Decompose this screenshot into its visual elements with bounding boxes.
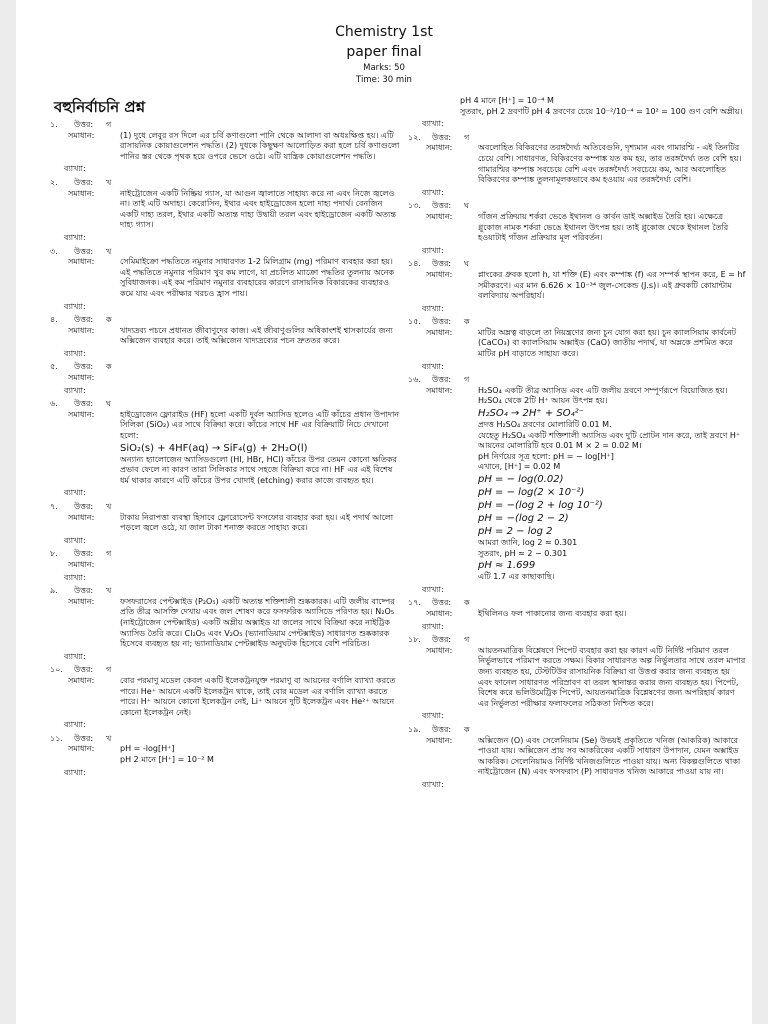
answer-label: উত্তর: — [74, 586, 94, 596]
math-line: এটি 1.7 এর কাছাকাছি। — [478, 572, 555, 582]
answer-label: উত্তর: — [432, 317, 452, 327]
question-number-text: ১৮. — [408, 635, 421, 645]
solution-label: সমাধান: — [68, 188, 95, 198]
solution-text: অবলোহিত বিকিরণের তরঙ্গদৈর্ঘ্য অতিবেগুনি, দৃশ্যমান এবং গামারশ্মি - এই তিনটির চেয়ে বেশি। সাধারণত, বিকিরণের কম্পাঙ্ক যত কম হয়, তার তরঙ্গদৈর্ঘ্য তত বেশি হয়। গামারশ্মির কম্পাঙ্ক সবচেয়ে বেশি এবং তরঙ্গদৈর্ঘ্য সবচেয়ে কম, আর অবলোহিত বিকিরণের কম্পাঙ্ক তুলনামূলকভাবে কম হওয়ায় এর তরঙ্গদৈর্ঘ্য বেশি। — [478, 143, 742, 185]
solution-label: সমাধান: — [426, 327, 453, 337]
document-page — [16, 0, 752, 1024]
answer-label: উত্তর: — [432, 724, 452, 734]
explanation-label: ব্যাখ্যা: — [64, 488, 86, 498]
solution-body — [120, 373, 402, 384]
question-item — [50, 247, 402, 313]
solution-label: সমাধান: — [426, 385, 453, 395]
question-number — [408, 375, 460, 386]
explanation-label: ব্যাখ্যা: — [422, 711, 444, 721]
solution-body — [478, 609, 746, 620]
question-number — [50, 549, 102, 560]
question-number — [50, 734, 102, 745]
explanation-label: ব্যাখ্যা: — [64, 651, 86, 661]
solution-label: সমাধান: — [426, 269, 453, 279]
answer-value: গ — [464, 132, 470, 142]
solution-body — [478, 143, 746, 185]
question-number-text: ৭. — [50, 502, 58, 511]
solution-text: প্লাংকের ধ্রুবক হলো h, যা শক্তি (E) এবং কম্পাঙ্ক (f) এর সম্পর্ক স্থাপন করে, E = hf সমীকরণে। এর মান 6.626 × 10⁻³⁴ জুল-সেকেন্ড (J.s)। এই ধ্রুবকটি কোয়ান্টাম বলবিদ্যায় অপরিহার্য। — [478, 269, 746, 301]
solution-body — [120, 597, 402, 650]
question-number-text: ১৩. — [408, 201, 421, 211]
solution-body — [120, 513, 402, 534]
question-number-text: ৩. — [50, 246, 58, 256]
math-line: pH = − log(0.02) — [478, 474, 564, 485]
solution-label: সমাধান: — [68, 744, 95, 754]
explanation-label: ব্যাখ্যা: — [64, 720, 86, 730]
question-item — [408, 598, 746, 632]
answer-label: উত্তর: — [74, 120, 94, 129]
question-number — [408, 259, 460, 270]
solution-body — [478, 270, 746, 302]
solution-text: অক্সিজেন (O) এবং সেলেনিয়াম (Se) উভয়ই প্রকৃতিতে খনিজ (আকরিক) আকারে পাওয়া যায়। অক্সিজেন প্রায় সব আকরিকের একটি সাধারণ উপাদান, যেমন অক্সাইড আকরিক। সেলেনিয়ামও নির্দিষ্ট খনিজগুলিতে পাওয়া যায়। অন্য বিকল্পগুলিতে থাকা নাইট্রোজেন (N) এবং ফসফরাস (P) সাধারণত খনিজ আকারে পাওয়া যায় না। — [478, 735, 741, 777]
question-item — [408, 317, 746, 372]
explanation-label: ব্যাখ্যা: — [64, 164, 86, 174]
answer-value: গ — [106, 120, 112, 129]
question-item — [50, 399, 402, 499]
explanation-label: ব্যাখ্যা: — [64, 535, 86, 545]
math-line: pH = −(log 2 − 2) — [478, 513, 569, 524]
answer-label: উত্তর: — [74, 246, 94, 256]
question-item — [408, 725, 746, 791]
explanation-label: ব্যাখ্যা: — [64, 767, 86, 777]
question-number — [50, 502, 102, 513]
question-item — [408, 635, 746, 722]
answer-value: ক — [106, 362, 112, 372]
answer-value: ক — [464, 724, 470, 734]
answer-label: উত্তর: — [432, 132, 452, 142]
question-item — [50, 178, 402, 244]
question-item — [408, 133, 746, 199]
solution-text: সেমিমাইক্রো পদ্ধতিতে নমুনার সাধারণত 1-2 মিলিগ্রাম (mg) পরিমাণ ব্যবহার করা হয়। এই পদ্ধতিতে নমুনার পরিমাণ খুব কম লাগে, যা প্রচলিত ম্যাক্রো পদ্ধতির তুলনায় অনেক সুবিধাজনক। এই কম পরিমাণ নমুনার ব্যবহারের কারণে রাসায়নিক বিকারকের ব্যবহারও কমে যায় এবং পরীক্ষার খরচও হ্রাস পায়। — [120, 257, 395, 298]
math-line: যেহেতু H₂SO₄ একটি শক্তিশালী অ্যাসিড এবং দুটি প্রোটন দান করে, তাই দ্রবণে H⁺ আয়নের মোলারিটি হবে 0.01 M × 2 = 0.02 M। — [478, 430, 741, 451]
question-number — [50, 362, 102, 373]
answer-value: খ — [106, 586, 112, 596]
math-line: pH ≈ 1.699 — [478, 560, 536, 572]
solution-label: সমাধান: — [68, 675, 95, 685]
question-number — [408, 317, 460, 328]
solution-body — [478, 736, 746, 778]
answer-value: খ — [106, 177, 112, 187]
document-title-line1: Chemistry 1st — [335, 24, 433, 40]
section-title: বহুনির্বাচনি প্রশ্ন — [54, 98, 146, 116]
question-number — [408, 635, 460, 646]
answer-value: ঘ — [106, 399, 111, 409]
explanation-label: ব্যাখ্যা: — [422, 245, 444, 255]
solution-body — [478, 212, 746, 244]
solution-body — [120, 257, 402, 299]
answer-label: উত্তর: — [432, 598, 452, 608]
answer-value: খ — [106, 733, 112, 743]
right-questions — [408, 133, 746, 791]
solution-body — [478, 386, 746, 583]
question-item — [50, 120, 402, 175]
question-number — [50, 120, 102, 131]
solution-text: বোর পরমাণু মডেল কেবল একটি ইলেকট্রনযুক্ত পরমাণু বা আয়নের বর্ণালি ব্যাখ্যা করতে পারে। He⁺ আয়নে একটি ইলেকট্রন থাকে, তাই বোর মডেল এর বর্ণালি ব্যাখ্যা করতে পারে। H⁺ আয়নে কোনো ইলেকট্রন নেই, Li⁺ আয়নে দুটি ইলেকট্রন এবং He²⁺ আয়নে কোনো ইলেকট্রন নেই। — [120, 675, 396, 717]
solution-label: সমাধান: — [68, 512, 95, 522]
explanation-label: ব্যাখ্যা: — [422, 584, 444, 594]
answer-value: গ — [464, 375, 470, 385]
explanation-label: ব্যাখ্যা: — [422, 303, 444, 313]
question-number-text: ৪. — [50, 315, 58, 325]
question-number-text: ৮. — [50, 549, 58, 559]
solution-text: pH = -log[H⁺] — [120, 744, 175, 754]
explanation-label: ব্যাখ্যা: — [64, 385, 86, 395]
question-item — [50, 502, 402, 546]
q11-conclusion: সুতরাং, pH 2 দ্রবণটি pH 4 দ্রবণের চেয়ে 10⁻²/10⁻⁴ = 10² = 100 গুণ বেশি অম্লীয়। — [460, 106, 743, 116]
solution-text: টাকায় নিরাপত্তা ব্যবস্থা হিসাবে ফ্লোরোসেন্ট ফসফোর ব্যবহার করা হয়। এই পদার্থ আলো পড়লে জ্বলে ওঠে, যা জাল টাকা শনাক্ত করতে সাহায্য করে। — [120, 512, 394, 533]
solution-label: সমাধান: — [68, 325, 95, 335]
time-label: Time: 30 min — [356, 75, 412, 85]
question-number-text: ৫. — [50, 362, 58, 372]
solution-label: সমাধান: — [68, 409, 95, 419]
solution-label: সমাধান: — [426, 211, 453, 221]
answer-value: গ — [464, 635, 470, 645]
question-number — [50, 665, 102, 676]
math-line: pH = 2 − log 2 — [478, 526, 553, 537]
solution-text: আয়তনমাত্রিক বিশ্লেষণে পিপেট ব্যবহার করা হয় কারণ এটি নির্দিষ্ট পরিমাণ তরল নির্ভুলভাবে পরিমাপ করতে সক্ষম। বিকার সাধারণত অল্প নির্ভুলতার সাথে তরল মাপার জন্য ব্যবহৃত হয়, টেস্টটিউব রাসায়নিক বিক্রিয়া বা উত্তপ্ত করার জন্য ব্যবহৃত হয় এবং ফানেল সাধারণত পরিস্রাবণ বা তরল স্থানান্তর করার জন্য ব্যবহৃত হয়। পিপেট, বিশেষ করে ভলিউমেট্রিক পিপেট, আয়তনমাত্রিক বিশ্লেষণের জন্য অপরিহার্য কারণ এর নির্ভুলতা পরীক্ষার ফলাফলের সঠিকতা নিশ্চিত করে। — [478, 645, 746, 708]
marks-label: Marks: 50 — [363, 63, 405, 73]
question-number — [408, 725, 460, 736]
question-number — [408, 598, 460, 609]
question-number-text: ১০. — [50, 665, 63, 675]
solution-text: ফসফরাসের পেন্টক্সাইড (P₂O₅) একটি অত্যন্ত শক্তিশালী শুষ্ককারক। এটি জলীয় বাষ্পের প্রতি তীব্র আসক্তি দেখায় এবং জল শোষণ করে ফসফরিক অ্যাসিডে পরিণত হয়। N₂O₅ (নাইট্রোজেন পেন্টক্সাইড) একটি অম্লীয় অক্সাইড যা জলের সাথে বিক্রিয়া করে নাইট্রিক অ্যাসিড তৈরি করে। Cl₂O₅ এবং V₂O₅ (ভ্যানাডিয়াম পেন্টক্সাইড) সাধারণত শুষ্ককারক হিসেবে ব্যবহৃত হয় না; ভ্যানাডিয়াম পেন্টক্সাইড অনুঘটক হিসেবে বেশি পরিচিত। — [120, 596, 395, 649]
answer-value: গ — [106, 549, 112, 559]
question-item — [50, 362, 402, 396]
answer-value: খ — [106, 502, 112, 511]
math-line: H₂SO₄ → 2H⁺ + SO₄²⁻ — [478, 408, 584, 420]
explanation-label: ব্যাখ্যা: — [64, 348, 86, 358]
question-number-text: ৯. — [50, 586, 58, 596]
solution-text-continued: pH 2 মানে [H⁺] = 10⁻² M — [120, 755, 214, 765]
question-number-text: ১৯. — [408, 724, 421, 734]
question-number — [50, 399, 102, 410]
answer-value: ক — [464, 598, 470, 608]
explanation-label: ব্যাখ্যা: — [422, 621, 444, 631]
explanation-label: ব্যাখ্যা: — [422, 361, 444, 371]
solution-body — [478, 328, 746, 360]
answer-label: উত্তর: — [432, 259, 452, 269]
solution-label: সমাধান: — [426, 735, 453, 745]
solution-body — [120, 676, 402, 718]
solution-body — [120, 560, 402, 571]
question-number-text: ৬. — [50, 399, 58, 409]
solution-text: হাইড্রোজেন ফ্লোরাইড (HF) হলো একটি দুর্বল অ্যাসিড হলেও এটি কাঁচের প্রধান উপাদান সিলিকা (SiO₂) এর সাথে বিক্রিয়া করে। কাঁচের সাথে HF এর বিক্রিয়াটি নিচে দেখানো হলো: — [120, 409, 400, 441]
answer-value: ঘ — [464, 201, 469, 211]
solution-text: খাদ্যদ্রব্য পচনে প্রধানত জীবাণুদের কাজ। এই জীবাণুগুলির অধিকাংশই শ্বাসকার্যের জন্য অক্সিজেন ব্যবহার করে। তাই অক্সিজেন খাদ্যদ্রব্যের পচন দ্রুততর করে। — [120, 325, 393, 346]
question-number-text: ১. — [50, 120, 58, 129]
answer-value: গ — [106, 665, 112, 675]
answer-value: ক — [106, 315, 112, 325]
question-item — [408, 259, 746, 314]
document-title-line2: paper final — [346, 44, 422, 60]
question-number — [408, 133, 460, 144]
solution-text: মাটির অম্লত্ব বাড়লে তা নিয়ন্ত্রণের জন্য চুন যোগ করা হয়। চুন ক্যালসিয়াম কার্বনেট (CaCO₃) বা ক্যালসিয়াম অক্সাইড (CaO) জাতীয় পদার্থ, যা অম্লকে প্রশমিত করে মাটির pH বাড়াতে সাহায্য করে। — [478, 327, 737, 359]
answer-label: উত্তর: — [74, 549, 94, 559]
solution-text: (1) দুধে লেবুর রস দিলে এর চর্বি কণাগুলো পানি থেকে আলাদা বা অধঃক্ষিপ্ত হয়। এটি রাসায়নিক কোয়াগুলেশন পদ্ধতি। (2) দুধকে কিছুক্ষণ আলোড়িত করা হলে চর্বি কণাগুলো পানির স্তর থেকে পৃথক হয়ে ওপরে ভেসে ওঠে। এটি যান্ত্রিক কোয়াগুলেশন পদ্ধতি। — [120, 130, 400, 161]
solution-text: নাইট্রোজেন একটি নিষ্ক্রিয় গ্যাস, যা আগুন জ্বালাতে সাহায্য করে না এবং নিজে জ্বলেও না। তাই এটি অদাহ্য। কেরোসিন, ইথার এবং হাইড্রোজেন হলো দাহ্য পদার্থ। বেনজিন একটি দাহ্য তরল, ইথার একটি অত্যন্ত দাহ্য উদ্বায়ী তরল এবং হাইড্রোজেন একটি অত্যন্ত দাহ্য গ্যাস। — [120, 188, 396, 230]
solution-body — [478, 646, 746, 710]
question-number — [50, 586, 102, 597]
math-line: প্রদত্ত H₂SO₄ দ্রবণের মোলারিটি 0.01 M. — [478, 420, 612, 430]
answer-label: উত্তর: — [432, 201, 452, 211]
left-column — [50, 120, 402, 781]
answer-label: উত্তর: — [74, 362, 94, 372]
answer-label: উত্তর: — [74, 665, 94, 675]
chemical-equation: SiO₂(s) + 4HF(aq) → SiF₄(g) + 2H₂O(l) — [120, 442, 308, 454]
explanation-label: ব্যাখ্যা: — [422, 119, 444, 129]
answer-label: উত্তর: — [74, 315, 94, 325]
solution-body — [120, 189, 402, 231]
question-number — [50, 315, 102, 326]
explanation-label: ব্যাখ্যা: — [422, 779, 444, 789]
answer-value: খ — [106, 246, 112, 256]
solution-label: সমাধান: — [426, 608, 453, 618]
explanation-label: ব্যাখ্যা: — [64, 232, 86, 242]
q11-continuation — [408, 96, 746, 130]
solution-text-continued: অন্যান্য হ্যালোজেন অ্যাসিডগুলো (HI, HBr, HCl) কাঁচের উপর তেমন কোনো ক্ষতিকর প্রভাব ফেলে না কারণ তারা সিলিকার সাথে সহজে বিক্রিয়া করে না। HF এর এই বিশেষ ধর্ম থাকার কারণে এটি কাঁচের উপর খোদাই (etching) করার কাজে ব্যবহৃত হয়। — [120, 454, 397, 485]
question-item — [408, 201, 746, 256]
answer-label: উত্তর: — [74, 177, 94, 187]
solution-text: ইথিলিনও ফল পাকানোর জন্য ব্যবহার করা হয়। — [478, 608, 627, 618]
question-item — [50, 586, 402, 662]
right-column — [408, 96, 746, 793]
answer-label: উত্তর: — [74, 502, 94, 511]
question-item — [50, 665, 402, 731]
question-number-text: ২. — [50, 177, 58, 187]
question-number-text: ১১. — [50, 733, 63, 743]
math-line: pH নির্ণয়ের সূত্র হলো: pH = − log[H⁺] — [478, 451, 614, 461]
document-header — [16, 22, 752, 86]
question-number — [50, 178, 102, 189]
solution-label: সমাধান: — [68, 596, 95, 606]
solution-label: সমাধান: — [68, 373, 95, 383]
question-number — [408, 201, 460, 212]
math-line: pH = − log(2 × 10⁻²) — [478, 487, 585, 498]
math-line: pH = −(log 2 + log 10⁻²) — [478, 500, 603, 511]
explanation-label: ব্যাখ্যা: — [64, 572, 86, 582]
math-line: আমরা জানি, log 2 ≈ 0.301 — [478, 538, 578, 547]
question-number-text: ১২. — [408, 132, 421, 142]
question-item — [50, 315, 402, 359]
solution-text: H₂SO₄ একটি তীব্র অ্যাসিড এবং এটি জলীয় দ্রবণে সম্পূর্ণরূপে বিয়োজিত হয়। H₂SO₄ থেকে 2টি H⁺ আয়ন উৎপন্ন হয়। — [478, 385, 728, 406]
explanation-label: ব্যাখ্যা: — [422, 187, 444, 197]
math-line: এখানে, [H⁺] = 0.02 M — [478, 462, 561, 472]
solution-body — [120, 131, 402, 163]
solution-body — [120, 744, 402, 765]
q11-line-ph4: pH 4 মানে [H⁺] = 10⁻⁴ M — [460, 96, 554, 105]
question-number-text: ১৭. — [408, 598, 421, 608]
question-number-text: ১৪. — [408, 259, 421, 269]
explanation-label: ব্যাখ্যা: — [64, 301, 86, 311]
math-line: সুতরাং, pH ≈ 2 − 0.301 — [478, 548, 568, 558]
question-item — [50, 734, 402, 778]
question-number — [50, 247, 102, 258]
solution-label: সমাধান: — [68, 559, 95, 569]
question-item — [408, 375, 746, 595]
answer-value: ঘ — [464, 259, 469, 269]
question-item — [50, 549, 402, 583]
answer-value: ক — [464, 317, 470, 327]
answer-label: উত্তর: — [74, 399, 94, 409]
solution-label: সমাধান: — [68, 257, 95, 267]
answer-label: উত্তর: — [432, 375, 452, 385]
question-number-text: ১৫. — [408, 317, 421, 327]
solution-body — [120, 326, 402, 347]
solution-body — [120, 410, 402, 487]
answer-label: উত্তর: — [432, 635, 452, 645]
solution-label: সমাধান: — [426, 645, 453, 655]
solution-label: সমাধান: — [426, 143, 453, 153]
solution-text: গাঁজন প্রক্রিয়ায় শর্করা ভেঙে ইথানল ও কার্বন ডাই অক্সাইড তৈরি হয়। এক্ষেত্রে গ্লুকোজ নামক শর্করা ভেঙে ইথানল উৎপন্ন হয়। তাই গ্লুকোজ থেকে ইথানল তৈরি হওয়াটাই গাঁজন প্রক্রিয়ার মূল পরিবর্তন। — [478, 211, 729, 243]
question-number-text: ১৬. — [408, 375, 421, 385]
solution-label: সমাধান: — [68, 130, 95, 140]
answer-label: উত্তর: — [74, 733, 94, 743]
